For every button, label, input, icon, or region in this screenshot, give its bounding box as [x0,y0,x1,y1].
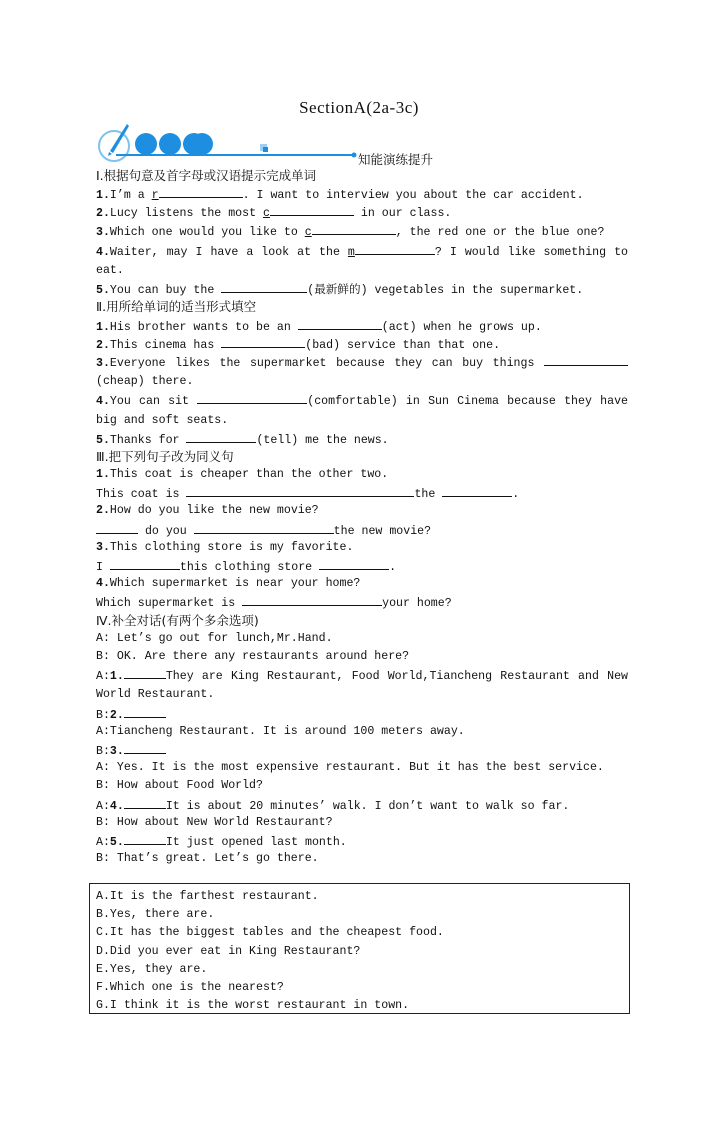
option-d: D.Did you ever eat in King Restaurant? [96,944,361,958]
q1-item-3: 3.Which one would you like to c , the red one or the blue one? [96,222,628,242]
q3-item-4-rewrite: Which supermarket is your home? [96,593,628,611]
dialog-line-12: B: That’s great. Let’s go there. [96,852,319,866]
option-c: C.It has the biggest tables and the cheapest food. [96,926,444,940]
dialog-line-10: B: How about New World Restaurant? [96,815,333,829]
answer-blank[interactable] [186,484,414,497]
answer-blank[interactable] [159,185,243,198]
answer-blank[interactable] [124,705,166,718]
banner-label: 知能演练提升 [358,152,434,167]
q2-item-5: 5.Thanks for (tell) me the news. [96,430,628,448]
answer-blank[interactable] [124,796,166,809]
banner-dot-2 [159,133,181,155]
answer-blank[interactable] [298,317,382,330]
banner-square-dark [263,147,268,152]
dialog-line-6: B:3. [96,741,628,759]
option-a: A.It is the farthest restaurant. [96,890,319,903]
answer-blank[interactable] [242,593,382,606]
answer-blank[interactable] [96,521,138,534]
dialog-line-2: B: OK. Are there any restaurants around here? [96,649,410,663]
q3-item-2-rewrite: do you the new movie? [96,521,628,539]
answer-blank[interactable] [124,832,166,845]
section-2-heading: Ⅱ.用所给单词的适当形式填空 [96,299,257,315]
answer-blank[interactable] [221,335,305,348]
answer-blank[interactable] [442,484,512,497]
dialog-line-8: B: How about Food World? [96,779,263,793]
answer-blank[interactable] [124,741,166,754]
dialog-line-1: A: Let’s go out for lunch,Mr.Hand. [96,631,333,645]
options-box [89,883,630,1014]
q3-item-1: 1.This coat is cheaper than the other two. [96,468,389,482]
answer-blank[interactable] [270,203,354,216]
q2-item-3: 3.Everyone likes the supermarket because they can buy things (cheap) there. [96,353,628,391]
section-1-heading: Ⅰ.根据句意及首字母或汉语提示完成单词 [96,168,317,183]
dialog-line-5: A:Tiancheng Restaurant. It is around 100 meters away. [96,724,465,738]
banner-dot-4 [191,133,213,155]
q3-item-2: 2.How do you like the new movie? [96,504,319,518]
q1-item-1: 1.I’m a r . I want to interview you about the car accident. [96,185,628,203]
q1-item-5: 5.You can buy the (最新鲜的) vegetables in the supermarket. [96,280,628,298]
q1-item-2: 2.Lucy listens the most c in our class. [96,203,628,221]
option-g: G.I think it is the worst restaurant in town. [96,999,410,1013]
q3-item-3-rewrite: I this clothing store . [96,557,628,575]
answer-blank[interactable] [319,557,389,570]
banner-line-end [352,153,357,158]
answer-blank[interactable] [221,280,307,293]
dialog-line-9: A:4. It is about 20 minutes’ walk. I don’t want to walk so far. [96,796,628,814]
q2-item-1: 1.His brother wants to be an (act) when he grows up. [96,317,628,335]
option-b: B.Yes, there are. [96,908,215,922]
section-4-heading: Ⅳ.补全对话(有两个多余选项) [96,612,259,628]
answer-blank[interactable] [312,222,396,235]
option-e: E.Yes, they are. [96,962,208,976]
answer-blank[interactable] [355,242,435,255]
q1-item-4: 4.Waiter, may I have a look at the m ? I would like something to eat. [96,242,628,280]
page-title: SectionA(2a-3c) [299,98,419,117]
answer-blank[interactable] [197,391,307,404]
answer-blank[interactable] [124,666,166,679]
q3-item-3: 3.This clothing store is my favorite. [96,540,354,554]
answer-blank[interactable] [110,557,180,570]
dialog-line-11: A:5. It just opened last month. [96,832,628,850]
dialog-line-7: A: Yes. It is the most expensive restaurant. But it has the best service. [96,761,604,775]
dialog-line-3: A:1. They are King Restaurant, Food World,Tiancheng Restaurant and New World Restaurant. [96,666,628,704]
q2-item-2: 2.This cinema has (bad) service than that one. [96,335,628,353]
dialog-line-4: B:2. [96,705,628,723]
q3-item-4: 4.Which supermarket is near your home? [96,577,361,591]
q2-item-4: 4.You can sit (comfortable) in Sun Cinema because they have big and soft seats. [96,391,628,429]
answer-blank[interactable] [186,430,256,443]
option-f: F.Which one is the nearest? [96,980,284,994]
q3-item-1-rewrite: This coat is the . [96,484,628,502]
section-3-heading: Ⅲ.把下列句子改为同义句 [96,448,234,464]
worksheet-content [96,167,628,868]
banner-dot-1 [135,133,157,155]
answer-blank[interactable] [544,353,628,366]
answer-blank[interactable] [194,521,334,534]
